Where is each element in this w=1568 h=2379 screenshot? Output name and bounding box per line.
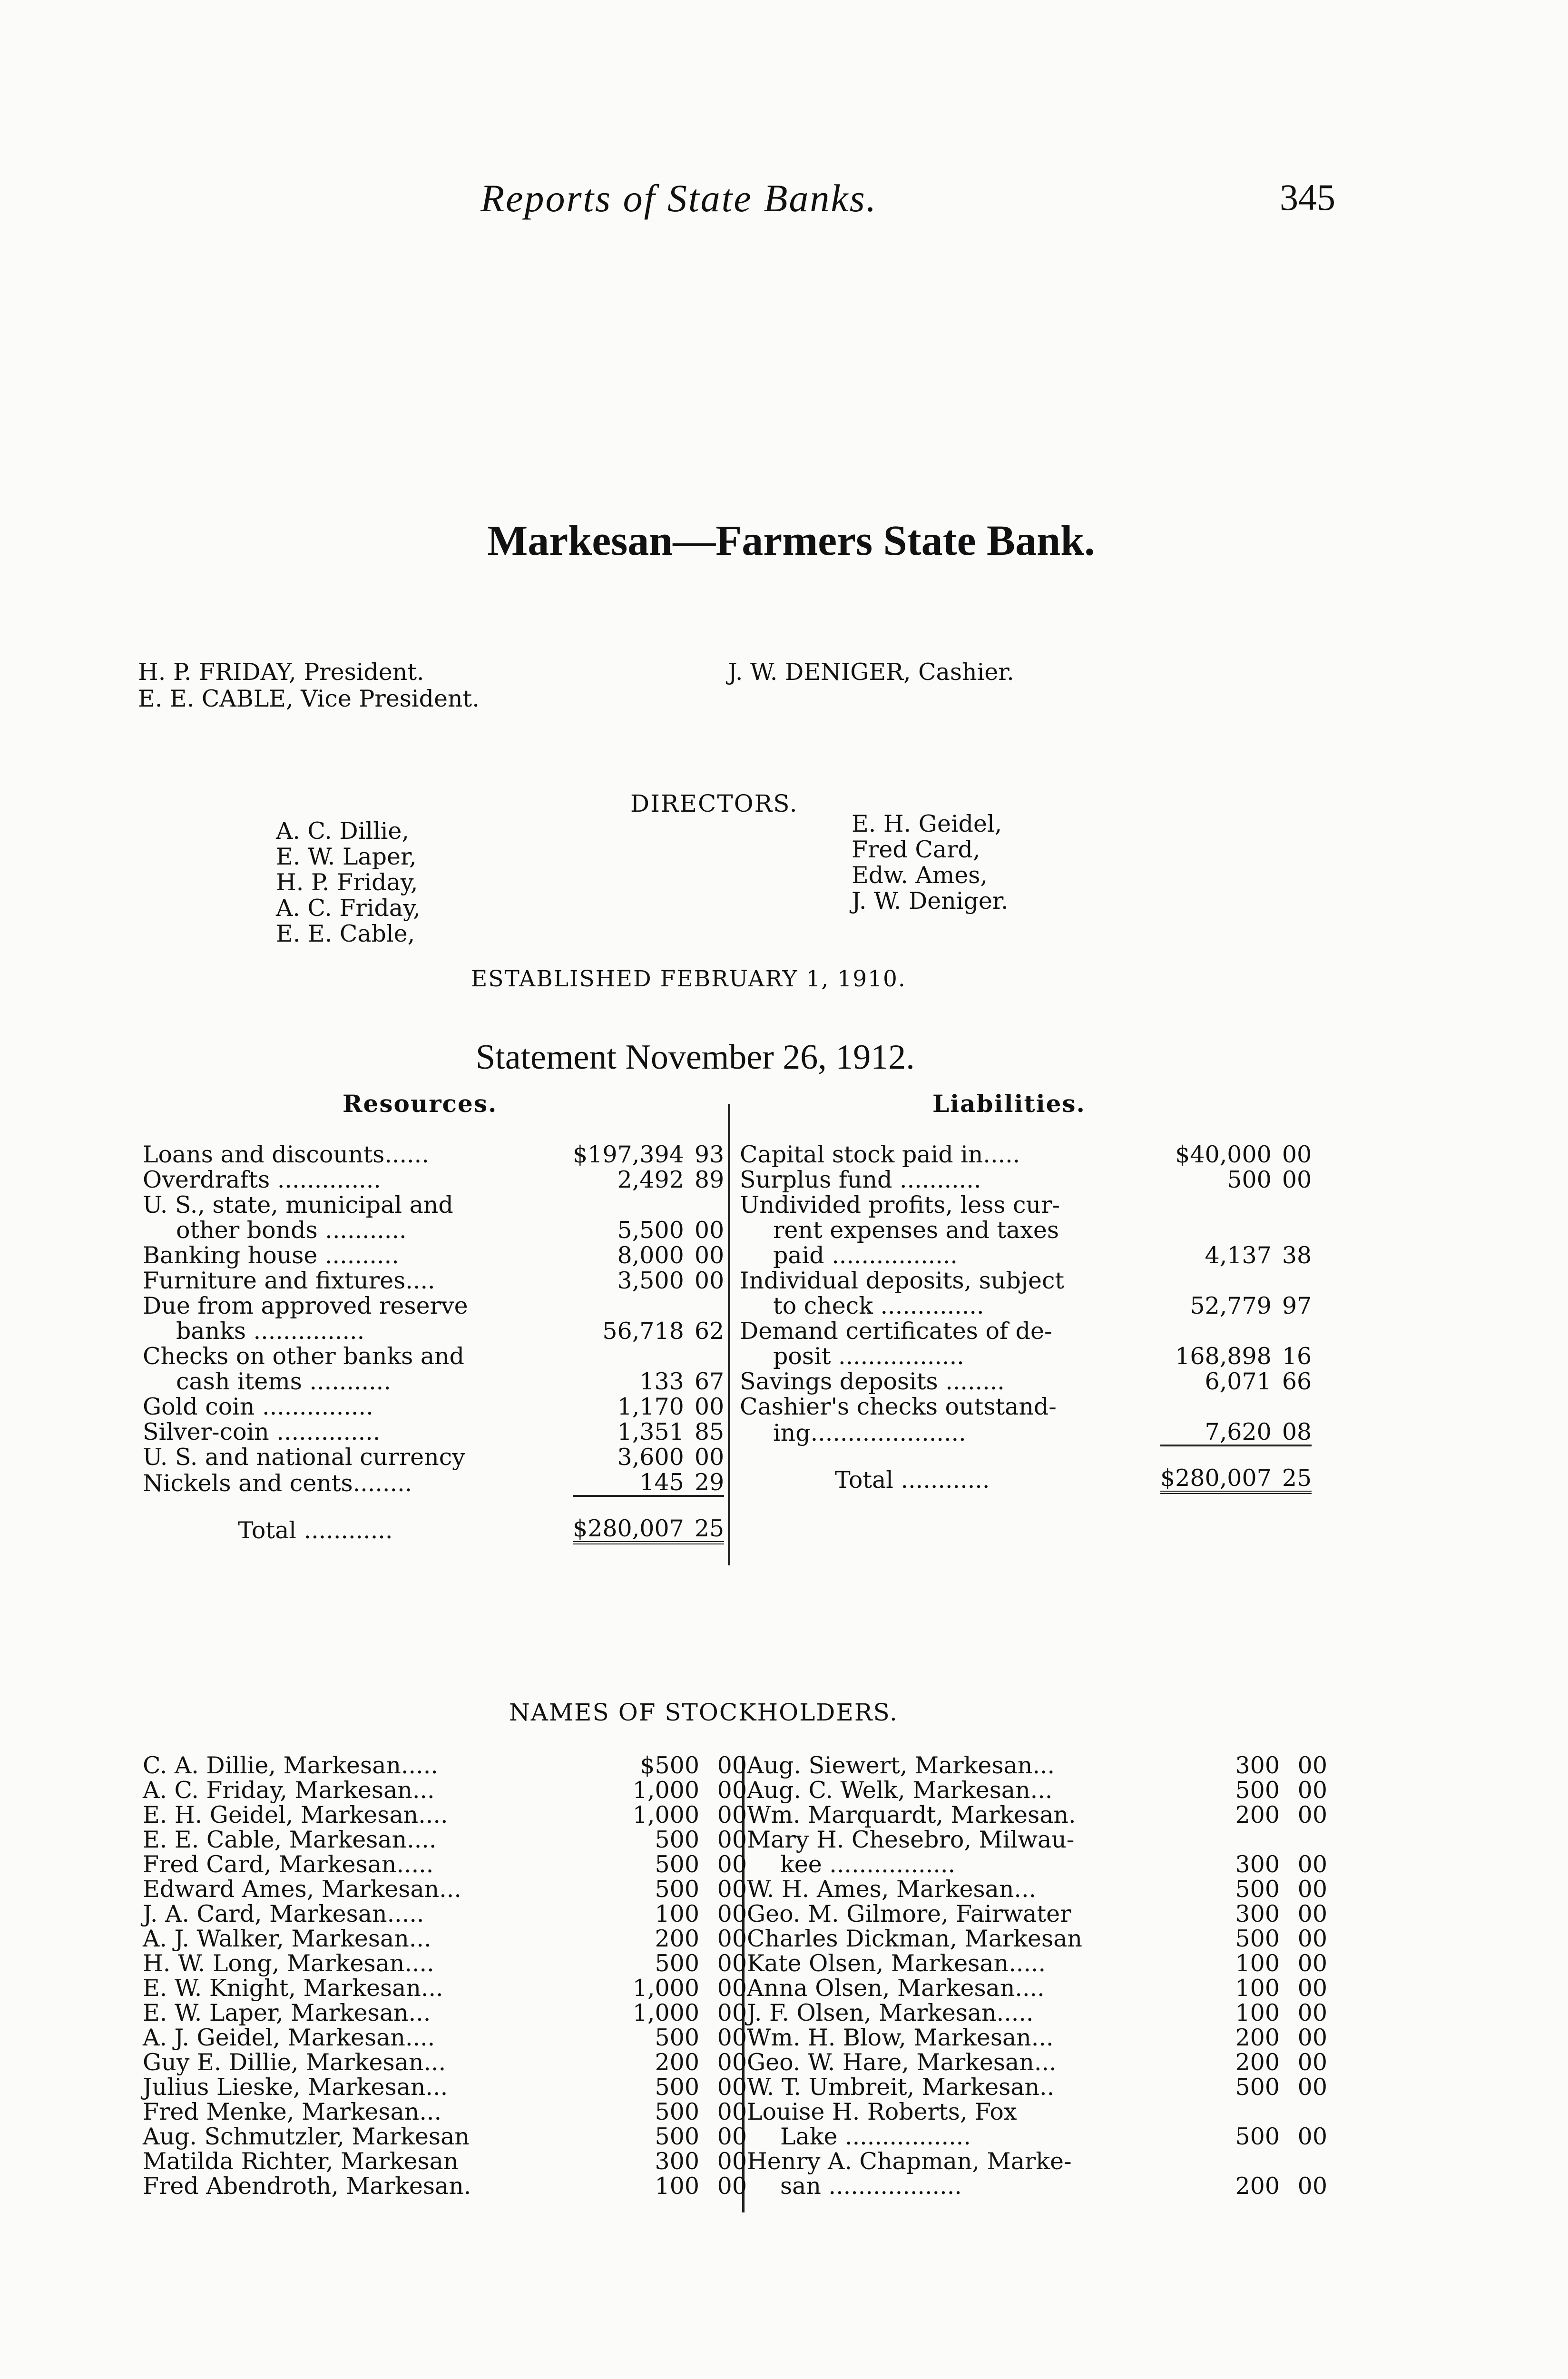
stockholder-row: [143, 2050, 747, 2075]
directors-left: [276, 818, 421, 947]
stockholder-row: [143, 1778, 747, 1803]
stockholder-cents: [1280, 1828, 1327, 1852]
stockholder-cents: 00: [1297, 2049, 1327, 2076]
stockholder-row: [143, 1976, 747, 2001]
stockholder-dollars: 300: [1235, 1900, 1280, 1927]
stockholder-name: A. J. Walker, Markesan...: [143, 1925, 431, 1952]
stockholder-row: [143, 2075, 747, 2100]
stockholder-cents: 00: [1297, 1801, 1327, 1828]
stockholder-name: Aug. Schmutzler, Markesan: [143, 2123, 470, 2150]
stockholder-name: Geo. M. Gilmore, Fairwater: [747, 1900, 1071, 1927]
row-cents: 16: [1282, 1343, 1312, 1370]
row-cents: [1272, 1268, 1312, 1293]
stockholder-row: [143, 1951, 747, 1976]
stockholder-row: [747, 1976, 1327, 2001]
stockholder-cents: 00: [1297, 1975, 1327, 2002]
stockholder-name: Henry A. Chapman, Marke-: [747, 2148, 1072, 2175]
stockholder-row: [747, 2025, 1327, 2050]
statement-row: [143, 1419, 724, 1445]
stockholder-cents: 00: [717, 1826, 747, 1853]
stockholder-dollars: 200: [1235, 2049, 1280, 2076]
statement-row: [143, 1142, 724, 1167]
stockholder-name: Matilda Richter, Markesan: [143, 2148, 459, 2175]
stockholder-row: [747, 1877, 1327, 1902]
stockholder-name: W. T. Umbreit, Markesan..: [747, 2074, 1055, 2101]
stockholder-dollars: 200: [655, 1925, 699, 1952]
row-label: rent expenses and taxes: [773, 1217, 1059, 1244]
stockholder-row: [143, 2025, 747, 2050]
stockholder-cents: [1280, 2149, 1327, 2174]
stockholder-dollars: 500: [655, 1826, 699, 1853]
stockholder-row: [143, 2001, 747, 2025]
row-cents: 66: [1282, 1368, 1312, 1395]
row-cents: 00: [694, 1217, 725, 1244]
stockholder-name: E. W. Laper, Markesan...: [143, 1999, 431, 2026]
row-label: paid .................: [773, 1242, 958, 1269]
stockholder-cents: 00: [1297, 1900, 1327, 1927]
total-label: Total ............: [238, 1516, 393, 1544]
row-label: Savings deposits ........: [740, 1368, 1005, 1395]
total-row: [143, 1496, 724, 1543]
statement-row: [143, 1293, 724, 1318]
row-dollars: [573, 1344, 684, 1369]
stockholder-row: [747, 1753, 1327, 1778]
stockholder-dollars: 200: [1235, 2173, 1280, 2200]
stockholder-row: [143, 2174, 747, 2199]
stockholder-cents: 00: [717, 1876, 747, 1903]
stockholder-name: A. C. Friday, Markesan...: [143, 1777, 435, 1804]
statement-row: [143, 1318, 724, 1344]
director: Edw. Ames,: [852, 862, 988, 889]
row-cents: 00: [1282, 1166, 1312, 1193]
row-dollars: [1160, 1218, 1272, 1243]
stockholder-cents: 00: [717, 2173, 747, 2200]
row-dollars: $40,000: [1175, 1141, 1272, 1168]
total-cents: 25: [1272, 1445, 1312, 1493]
stockholder-row: [747, 2075, 1327, 2100]
statement-row: [740, 1268, 1312, 1293]
total-label: Total ............: [835, 1466, 990, 1494]
row-dollars: 145: [639, 1469, 684, 1496]
stockholder-name: Charles Dickman, Markesan: [747, 1925, 1082, 1952]
statement-row: [143, 1445, 724, 1470]
row-dollars: 4,137: [1205, 1242, 1272, 1269]
statement-row: [143, 1470, 724, 1496]
statement-row: [740, 1394, 1312, 1419]
stockholder-cents: 00: [1297, 1752, 1327, 1779]
stockholder-name: Wm. Marquardt, Markesan.: [747, 1801, 1076, 1828]
row-label: Demand certificates of de-: [740, 1317, 1052, 1345]
stockholder-dollars: 100: [1235, 1950, 1280, 1977]
stockholder-name: Geo. W. Hare, Markesan...: [747, 2049, 1057, 2076]
statement-row: [143, 1243, 724, 1268]
row-dollars: 1,170: [617, 1393, 684, 1420]
row-dollars: 3,600: [617, 1444, 684, 1471]
officers-left: [138, 659, 480, 712]
stockholder-name: Edward Ames, Markesan...: [143, 1876, 461, 1903]
stockholder-row: [747, 2050, 1327, 2075]
stockholder-dollars: 300: [655, 2148, 699, 2175]
stockholder-dollars: 500: [655, 2024, 699, 2051]
director: H. P. Friday,: [276, 869, 418, 896]
stockholder-cents: 00: [717, 1851, 747, 1878]
stockholder-cents: 00: [717, 1975, 747, 2002]
stockholders-left-table: [143, 1753, 747, 2199]
stockholder-name: Julius Lieske, Markesan...: [143, 2074, 448, 2101]
statement-row: [740, 1344, 1312, 1369]
officer-vice-president: E. E. CABLE, Vice President.: [138, 685, 480, 712]
stockholder-dollars: 1,000: [632, 1777, 699, 1804]
stockholder-cents: 00: [717, 1801, 747, 1828]
director: A. C. Friday,: [276, 895, 421, 922]
row-dollars: [573, 1192, 684, 1218]
stockholders-right-table: [747, 1753, 1327, 2199]
row-dollars: 6,071: [1205, 1368, 1272, 1395]
stockholder-cents: 00: [717, 1752, 747, 1779]
row-label: Due from approved reserve: [143, 1292, 468, 1319]
total-cents: 25: [684, 1496, 724, 1543]
stockholder-row: [143, 1877, 747, 1902]
total-row: [740, 1445, 1312, 1493]
row-dollars: 3,500: [617, 1267, 684, 1294]
row-label: other bonds ...........: [176, 1217, 407, 1244]
row-dollars: 168,898: [1175, 1343, 1272, 1370]
statement-row: [740, 1192, 1312, 1218]
stockholder-cents: 00: [717, 1999, 747, 2026]
stockholder-row: [747, 2001, 1327, 2025]
row-label: banks ...............: [176, 1317, 365, 1345]
stockholder-row: [143, 2100, 747, 2124]
statement-row: [143, 1167, 724, 1192]
row-label: to check ..............: [773, 1292, 984, 1319]
row-cents: 00: [694, 1444, 725, 1471]
stockholder-dollars: 500: [1235, 1925, 1280, 1952]
row-label: Capital stock paid in.....: [740, 1141, 1020, 1168]
stockholder-name: E. W. Knight, Markesan...: [143, 1975, 443, 2002]
row-cents: [1272, 1192, 1312, 1218]
row-cents: 00: [1282, 1141, 1312, 1168]
row-dollars: 5,500: [617, 1217, 684, 1244]
row-cents: 62: [694, 1317, 725, 1345]
statement-row: [740, 1243, 1312, 1268]
stockholder-dollars: 500: [655, 1876, 699, 1903]
running-head: Reports of State Banks.: [480, 177, 878, 220]
row-label: Silver-coin ..............: [143, 1418, 381, 1445]
row-label: posit .................: [773, 1343, 964, 1370]
stockholder-cents: 00: [717, 2049, 747, 2076]
row-cents: 08: [1282, 1418, 1312, 1445]
stockholder-dollars: 100: [1235, 1975, 1280, 2002]
stockholder-row: [747, 2124, 1327, 2149]
column-divider: [728, 1104, 730, 1565]
stockholder-name: kee .................: [780, 1851, 956, 1878]
stockholder-cents: 00: [717, 2024, 747, 2051]
stockholder-row: [747, 1828, 1327, 1852]
director: Fred Card,: [852, 836, 980, 863]
statement-row: [740, 1142, 1312, 1167]
statement-row: [740, 1293, 1312, 1318]
stockholder-cents: 00: [1297, 2024, 1327, 2051]
stockholder-dollars: 200: [1235, 1801, 1280, 1828]
statement-row: [143, 1344, 724, 1369]
stockholder-dollars: $500: [640, 1752, 699, 1779]
row-label: Overdrafts ..............: [143, 1166, 381, 1193]
row-dollars: 8,000: [617, 1242, 684, 1269]
row-cents: 85: [694, 1418, 725, 1445]
stockholder-dollars: 500: [1235, 1876, 1280, 1903]
statement-date: Statement November 26, 1912.: [476, 1038, 915, 1077]
row-cents: 00: [694, 1242, 725, 1269]
stockholder-name: J. A. Card, Markesan.....: [143, 1900, 424, 1927]
row-label: Undivided profits, less cur-: [740, 1191, 1060, 1219]
statement-row: [740, 1419, 1312, 1445]
row-dollars: [1160, 1192, 1272, 1218]
stockholder-name: A. J. Geidel, Markesan....: [143, 2024, 435, 2051]
stockholder-dollars: 1,000: [632, 1975, 699, 2002]
stockholder-dollars: 200: [655, 2049, 699, 2076]
director: E. E. Cable,: [276, 920, 415, 947]
directors-heading: DIRECTORS.: [630, 790, 798, 817]
stockholder-dollars: [1199, 1828, 1280, 1852]
stockholder-cents: 00: [717, 2098, 747, 2125]
stockholder-row: [747, 1778, 1327, 1803]
officer-president: H. P. FRIDAY, President.: [138, 659, 424, 686]
stockholder-row: [747, 1852, 1327, 1877]
stockholder-dollars: 500: [1235, 2123, 1280, 2150]
director: A. C. Dillie,: [276, 817, 409, 845]
stockholder-row: [747, 2174, 1327, 2199]
stockholder-dollars: 300: [1235, 1752, 1280, 1779]
stockholder-cents: 00: [717, 1925, 747, 1952]
row-label: Nickels and cents........: [143, 1470, 412, 1497]
statement-row: [740, 1369, 1312, 1394]
row-dollars: 7,620: [1205, 1418, 1272, 1445]
row-cents: 93: [694, 1141, 725, 1168]
row-cents: 38: [1282, 1242, 1312, 1269]
directors-right: [852, 811, 1008, 914]
stockholder-cents: 00: [1297, 2123, 1327, 2150]
row-label: Surplus fund ...........: [740, 1166, 981, 1193]
stockholder-dollars: [1199, 2100, 1280, 2124]
director: J. W. Deniger.: [852, 887, 1009, 914]
stockholder-name: W. H. Ames, Markesan...: [747, 1876, 1037, 1903]
statement-row: [740, 1167, 1312, 1192]
row-label: Banking house ..........: [143, 1242, 399, 1269]
row-cents: 89: [694, 1166, 725, 1193]
stockholder-name: Kate Olsen, Markesan.....: [747, 1950, 1046, 1977]
row-cents: [684, 1344, 724, 1369]
stockholder-cents: 00: [1297, 1876, 1327, 1903]
resources-heading: Resources.: [343, 1090, 498, 1118]
statement-row: [143, 1268, 724, 1293]
stockholder-row: [143, 1927, 747, 1951]
stockholder-dollars: 100: [655, 2173, 699, 2200]
stockholder-dollars: 300: [1235, 1851, 1280, 1878]
stockholder-cents: 00: [1297, 1999, 1327, 2026]
stockholder-dollars: 200: [1235, 2024, 1280, 2051]
statement-row: [143, 1369, 724, 1394]
stockholder-cents: 00: [717, 2074, 747, 2101]
row-dollars: 56,718: [602, 1317, 684, 1345]
row-label: U. S., state, municipal and: [143, 1191, 453, 1219]
row-dollars: $197,394: [573, 1141, 684, 1168]
stockholder-cents: 00: [717, 1950, 747, 1977]
row-cents: [684, 1192, 724, 1218]
statement-row: [143, 1394, 724, 1419]
statement-row: [143, 1218, 724, 1243]
stockholder-row: [143, 2149, 747, 2174]
stockholder-row: [143, 1902, 747, 1927]
stockholder-cents: 00: [1297, 2173, 1327, 2200]
liabilities-table: [740, 1142, 1312, 1494]
row-label: Cashier's checks outstand-: [740, 1393, 1057, 1420]
stockholder-cents: 00: [717, 2148, 747, 2175]
stockholder-row: [143, 1852, 747, 1877]
row-dollars: 133: [639, 1368, 684, 1395]
row-dollars: [1160, 1318, 1272, 1344]
stockholder-name: E. E. Cable, Markesan....: [143, 1826, 437, 1853]
row-label: Loans and discounts......: [143, 1141, 429, 1168]
stockholder-name: C. A. Dillie, Markesan.....: [143, 1752, 438, 1779]
officer-cashier: J. W. DENIGER, Cashier.: [728, 659, 1014, 686]
stockholder-name: H. W. Long, Markesan....: [143, 1950, 434, 1977]
row-cents: [1272, 1218, 1312, 1243]
stockholder-name: Guy E. Dillie, Markesan...: [143, 2049, 446, 2076]
row-cents: [684, 1293, 724, 1318]
total-dollars: $280,007: [1160, 1445, 1272, 1493]
stockholder-dollars: 500: [655, 2098, 699, 2125]
stockholder-dollars: 500: [655, 2123, 699, 2150]
stockholder-cents: 00: [1297, 1950, 1327, 1977]
row-dollars: [1160, 1394, 1272, 1419]
stockholder-cents: 00: [717, 2123, 747, 2150]
stockholder-dollars: 500: [655, 1950, 699, 1977]
stockholder-dollars: 100: [1235, 1999, 1280, 2026]
established-date: ESTABLISHED FEBRUARY 1, 1910.: [471, 966, 906, 992]
stockholder-cents: 00: [1297, 1777, 1327, 1804]
stockholder-name: Mary H. Chesebro, Milwau-: [747, 1826, 1075, 1853]
director: E. W. Laper,: [276, 843, 417, 870]
director: E. H. Geidel,: [852, 810, 1002, 837]
stockholder-cents: 00: [1297, 1925, 1327, 1952]
resources-table: [143, 1142, 724, 1544]
stockholder-name: Aug. Siewert, Markesan...: [747, 1752, 1055, 1779]
stockholder-cents: 00: [1297, 1851, 1327, 1878]
stockholder-row: [143, 1753, 747, 1778]
stockholder-name: Wm. H. Blow, Markesan...: [747, 2024, 1054, 2051]
stockholder-row: [747, 1951, 1327, 1976]
statement-row: [740, 1218, 1312, 1243]
stockholder-cents: 00: [717, 1777, 747, 1804]
stockholder-cents: 00: [1297, 2074, 1327, 2101]
page-number: 345: [1280, 177, 1335, 218]
row-cents: 97: [1282, 1292, 1312, 1319]
bank-title: Markesan—Farmers State Bank.: [487, 517, 1095, 564]
row-cents: 00: [694, 1393, 725, 1420]
stockholder-name: Fred Card, Markesan.....: [143, 1851, 434, 1878]
stockholder-name: Louise H. Roberts, Fox: [747, 2098, 1017, 2125]
row-label: ing.....................: [773, 1419, 966, 1446]
stockholder-row: [143, 1828, 747, 1852]
stockholder-row: [747, 1803, 1327, 1828]
row-cents: [1272, 1394, 1312, 1419]
stockholder-row: [747, 1927, 1327, 1951]
row-label: cash items ...........: [176, 1368, 391, 1395]
stockholder-dollars: 500: [655, 2074, 699, 2101]
row-dollars: 500: [1227, 1166, 1272, 1193]
row-cents: 67: [694, 1368, 725, 1395]
liabilities-heading: Liabilities.: [932, 1090, 1086, 1118]
stockholder-cents: [1280, 2100, 1327, 2124]
stockholder-name: Aug. C. Welk, Markesan...: [747, 1777, 1053, 1804]
stockholder-row: [143, 1803, 747, 1828]
row-dollars: [1160, 1268, 1272, 1293]
row-dollars: 52,779: [1190, 1292, 1272, 1319]
stockholder-dollars: 100: [655, 1900, 699, 1927]
row-label: U. S. and national currency: [143, 1444, 465, 1471]
total-dollars: $280,007: [573, 1496, 684, 1543]
stockholder-row: [747, 2100, 1327, 2124]
stockholders-heading: NAMES OF STOCKHOLDERS.: [509, 1699, 898, 1726]
stockholder-name: Fred Abendroth, Markesan.: [143, 2173, 471, 2200]
stockholder-dollars: 1,000: [632, 1999, 699, 2026]
stockholder-name: Anna Olsen, Markesan....: [747, 1975, 1045, 2002]
row-cents: [1272, 1318, 1312, 1344]
row-cents: 00: [694, 1267, 725, 1294]
stockholder-name: E. H. Geidel, Markesan....: [143, 1801, 448, 1828]
statement-row: [143, 1192, 724, 1218]
stockholder-row: [143, 2124, 747, 2149]
row-label: Furniture and fixtures....: [143, 1267, 435, 1294]
stockholder-row: [747, 2149, 1327, 2174]
row-cents: 29: [694, 1469, 725, 1496]
stockholder-dollars: 500: [1235, 2074, 1280, 2101]
row-dollars: 2,492: [617, 1166, 684, 1193]
row-label: Individual deposits, subject: [740, 1267, 1065, 1294]
row-dollars: [573, 1293, 684, 1318]
stockholder-name: Fred Menke, Markesan...: [143, 2098, 442, 2125]
stockholder-dollars: 1,000: [632, 1801, 699, 1828]
row-label: Checks on other banks and: [143, 1343, 464, 1370]
stockholder-cents: 00: [717, 1900, 747, 1927]
stockholder-dollars: 500: [655, 1851, 699, 1878]
stockholder-row: [747, 1902, 1327, 1927]
stockholder-name: san ..................: [780, 2173, 962, 2200]
statement-row: [740, 1318, 1312, 1344]
stockholder-dollars: 500: [1235, 1777, 1280, 1804]
row-label: Gold coin ...............: [143, 1393, 373, 1420]
stockholder-name: J. F. Olsen, Markesan.....: [747, 1999, 1034, 2026]
row-dollars: 1,351: [617, 1418, 684, 1445]
stockholder-dollars: [1199, 2149, 1280, 2174]
stockholder-name: Lake .................: [780, 2123, 971, 2150]
